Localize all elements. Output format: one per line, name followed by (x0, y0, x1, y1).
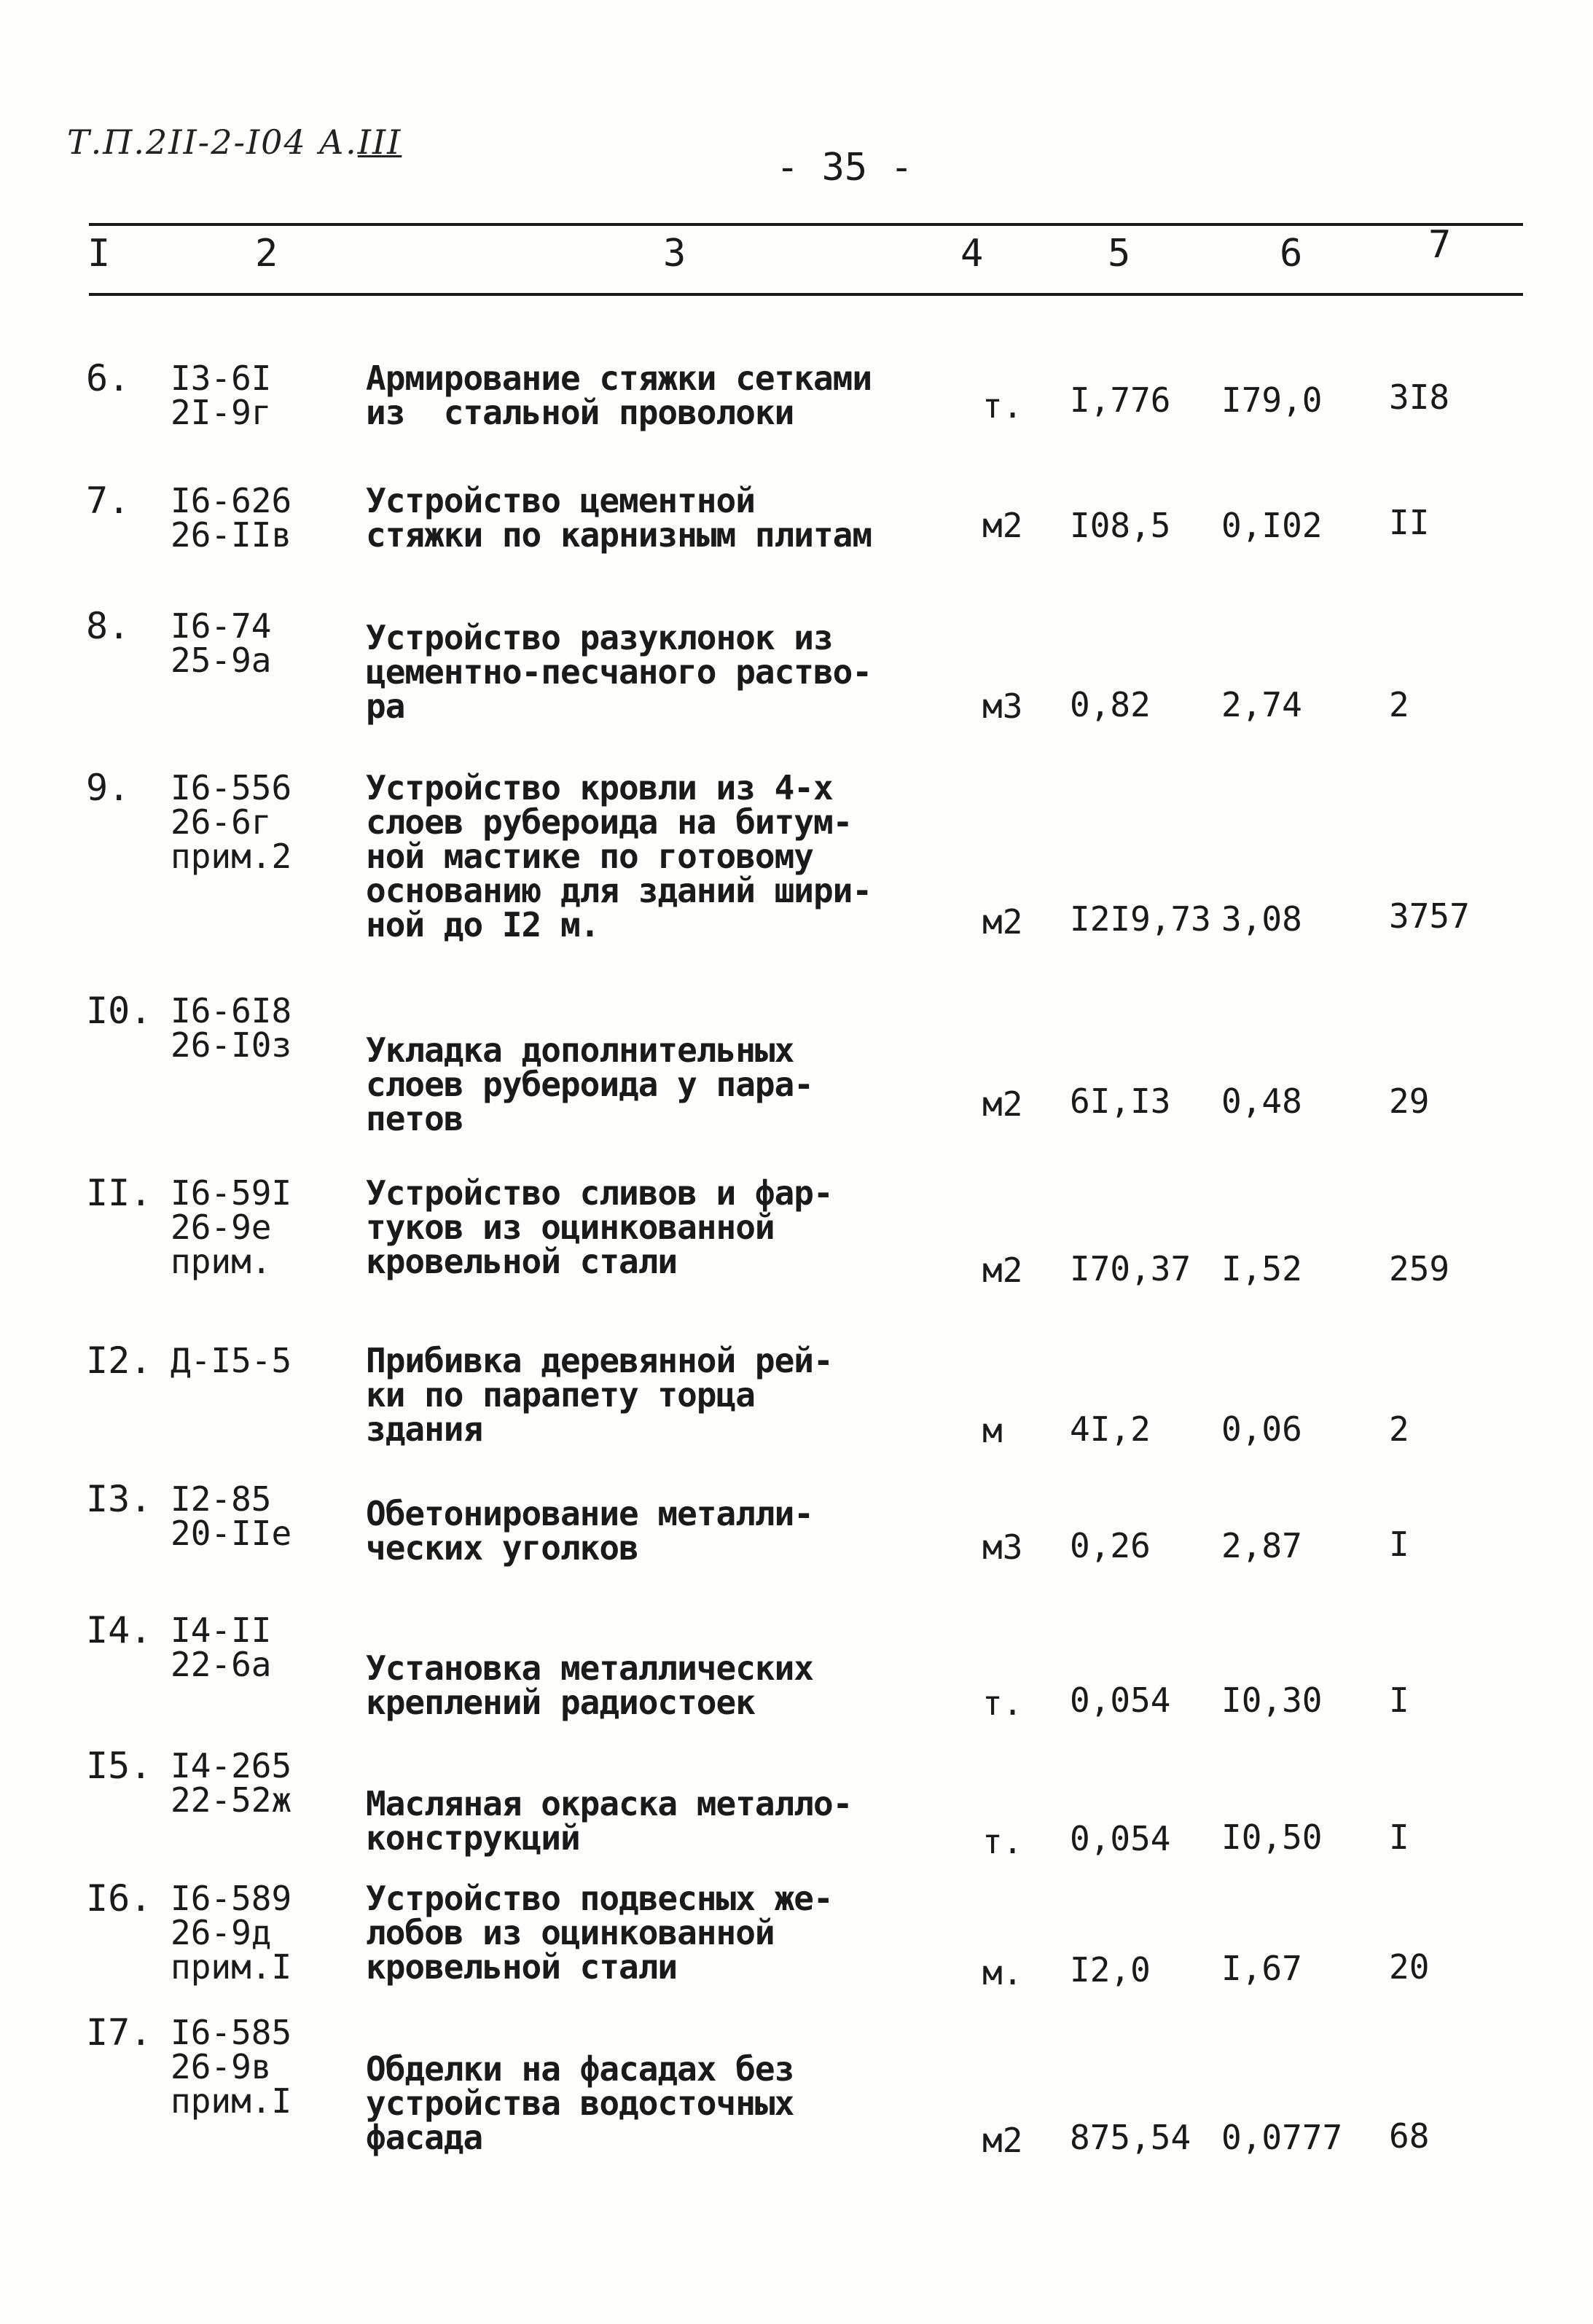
quantity: I2I9,73 (1070, 899, 1211, 939)
unit: м (982, 1411, 1003, 1450)
rate-code: I6-626 26-IIв (171, 481, 292, 555)
column-header-4: 4 (960, 232, 984, 275)
row-number: I2. (86, 1339, 152, 1382)
total: II (1389, 503, 1430, 542)
rate-code: I4-265 22-52ж (171, 1746, 292, 1820)
row-number: 6. (86, 357, 130, 399)
column-header-2: 2 (255, 232, 278, 275)
quantity: 0,82 (1070, 685, 1151, 724)
page-number: - 35 - (776, 146, 913, 189)
rate-code: I4-II 22-6а (171, 1611, 272, 1684)
quantity: I2,0 (1070, 1950, 1151, 1990)
row-number: I0. (86, 990, 152, 1032)
rate-code: I6-74 25-9а (171, 606, 272, 680)
quantity: 0,054 (1070, 1681, 1171, 1720)
row-number: I5. (86, 1745, 152, 1787)
row-number: 9. (86, 767, 130, 809)
work-description: Устройство кровли из 4-х слоев рубероида на битум- ной мастике по готовому основанию для зданий шири- ной до I2 м. (366, 768, 872, 944)
unit: т. (982, 1822, 1023, 1861)
unit: т. (982, 386, 1023, 426)
row-number: 7. (86, 480, 130, 522)
unit: т. (982, 1683, 1023, 1723)
unit-price: I79,0 (1221, 380, 1323, 420)
row-number: I3. (86, 1478, 152, 1520)
column-header-1: I (87, 232, 111, 275)
total: I (1389, 1525, 1409, 1564)
rate-code: I6-589 26-9д прим.I (171, 1879, 292, 1987)
unit: м3 (982, 686, 1023, 726)
total: 2 (1389, 1409, 1409, 1449)
unit: м3 (982, 1527, 1023, 1567)
row-number: I6. (86, 1877, 152, 1920)
handwritten-document-reference (67, 122, 402, 162)
unit-price: 3,08 (1221, 899, 1302, 939)
work-description: Масляная окраска металло- конструкций (366, 1784, 853, 1858)
unit-price: 0,06 (1221, 1409, 1302, 1449)
total: 3I8 (1389, 377, 1450, 417)
column-header-7: 7 (1428, 223, 1452, 267)
unit-price: 0,I02 (1221, 506, 1323, 545)
work-description: Устройство подвесных же- лобов из оцинкованной кровельной стали (366, 1879, 833, 1987)
column-header-6: 6 (1280, 232, 1303, 275)
unit: м2 (982, 1251, 1023, 1290)
column-header-3: 3 (663, 232, 686, 275)
work-description: Армирование стяжки сетками из стальной проволоки (366, 359, 872, 432)
unit: м2 (982, 2121, 1023, 2160)
rate-code: I6-59I 26-9е прим. (171, 1173, 292, 1281)
row-number: I4. (86, 1609, 152, 1651)
unit-price: I,52 (1221, 1249, 1302, 1288)
unit: м2 (982, 506, 1023, 545)
unit: м. (982, 1953, 1023, 1992)
quantity: 6I,I3 (1070, 1081, 1171, 1121)
rate-code: Д-I5-5 (171, 1341, 292, 1380)
row-number: 8. (86, 605, 130, 647)
quantity: 875,54 (1070, 2118, 1191, 2157)
total: 29 (1389, 1081, 1430, 1121)
total: 68 (1389, 2116, 1430, 2156)
work-description: Установка металлических креплений радиостоек (366, 1648, 813, 1722)
work-description: Устройство сливов и фар- туков из оцинкованной кровельной стали (366, 1173, 833, 1281)
rate-code: I3-6I 2I-9г (171, 359, 272, 432)
unit-price: 0,48 (1221, 1081, 1302, 1121)
unit-price: I,67 (1221, 1949, 1302, 1988)
quantity: I,776 (1070, 380, 1171, 420)
unit-price: I0,30 (1221, 1681, 1323, 1720)
total: 259 (1389, 1249, 1450, 1288)
rate-code: I6-556 26-6г прим.2 (171, 768, 292, 876)
work-description: Обетонирование металли- ческих уголков (366, 1494, 813, 1568)
quantity: 0,054 (1070, 1819, 1171, 1858)
total: I (1389, 1818, 1409, 1857)
header-bottom-rule (89, 293, 1523, 296)
work-description: Устройство разуклонок из цементно-песчаного раство- ра (366, 618, 872, 726)
rate-code: I6-6I8 26-I0з (171, 991, 292, 1065)
row-number: II. (86, 1172, 152, 1214)
column-header-5: 5 (1108, 232, 1131, 275)
header-top-rule (89, 223, 1523, 226)
total: I (1389, 1681, 1409, 1720)
quantity: I70,37 (1070, 1249, 1191, 1288)
quantity: I08,5 (1070, 506, 1171, 545)
work-description: Устройство цементной стяжки по карнизным плитам (366, 481, 872, 555)
unit-price: 0,0777 (1221, 2118, 1343, 2157)
work-description: Прибивка деревянной рей- ки по парапету торца здания (366, 1341, 833, 1449)
unit-price: 2,74 (1221, 685, 1302, 724)
row-number: I7. (86, 2011, 152, 2054)
quantity: 4I,2 (1070, 1409, 1151, 1449)
quantity: 0,26 (1070, 1526, 1151, 1565)
rate-code: I6-585 26-9в прим.I (171, 2013, 292, 2121)
work-description: Укладка дополнительных слоев рубероида у пара- петов (366, 1030, 813, 1138)
album-number: III (357, 122, 402, 162)
total: 2 (1389, 685, 1409, 724)
unit-price: I0,50 (1221, 1818, 1323, 1857)
unit-price: 2,87 (1221, 1526, 1302, 1565)
total: 20 (1389, 1947, 1430, 1987)
unit: м2 (982, 1084, 1023, 1124)
work-description: Обделки на фасадах без устройства водосточных фасада (366, 2049, 794, 2157)
total: 3757 (1389, 896, 1470, 936)
unit: м2 (982, 902, 1023, 942)
rate-code: I2-85 20-IIе (171, 1479, 292, 1553)
doc-ref: Т.П.2II-2-I04 А. (67, 122, 358, 162)
